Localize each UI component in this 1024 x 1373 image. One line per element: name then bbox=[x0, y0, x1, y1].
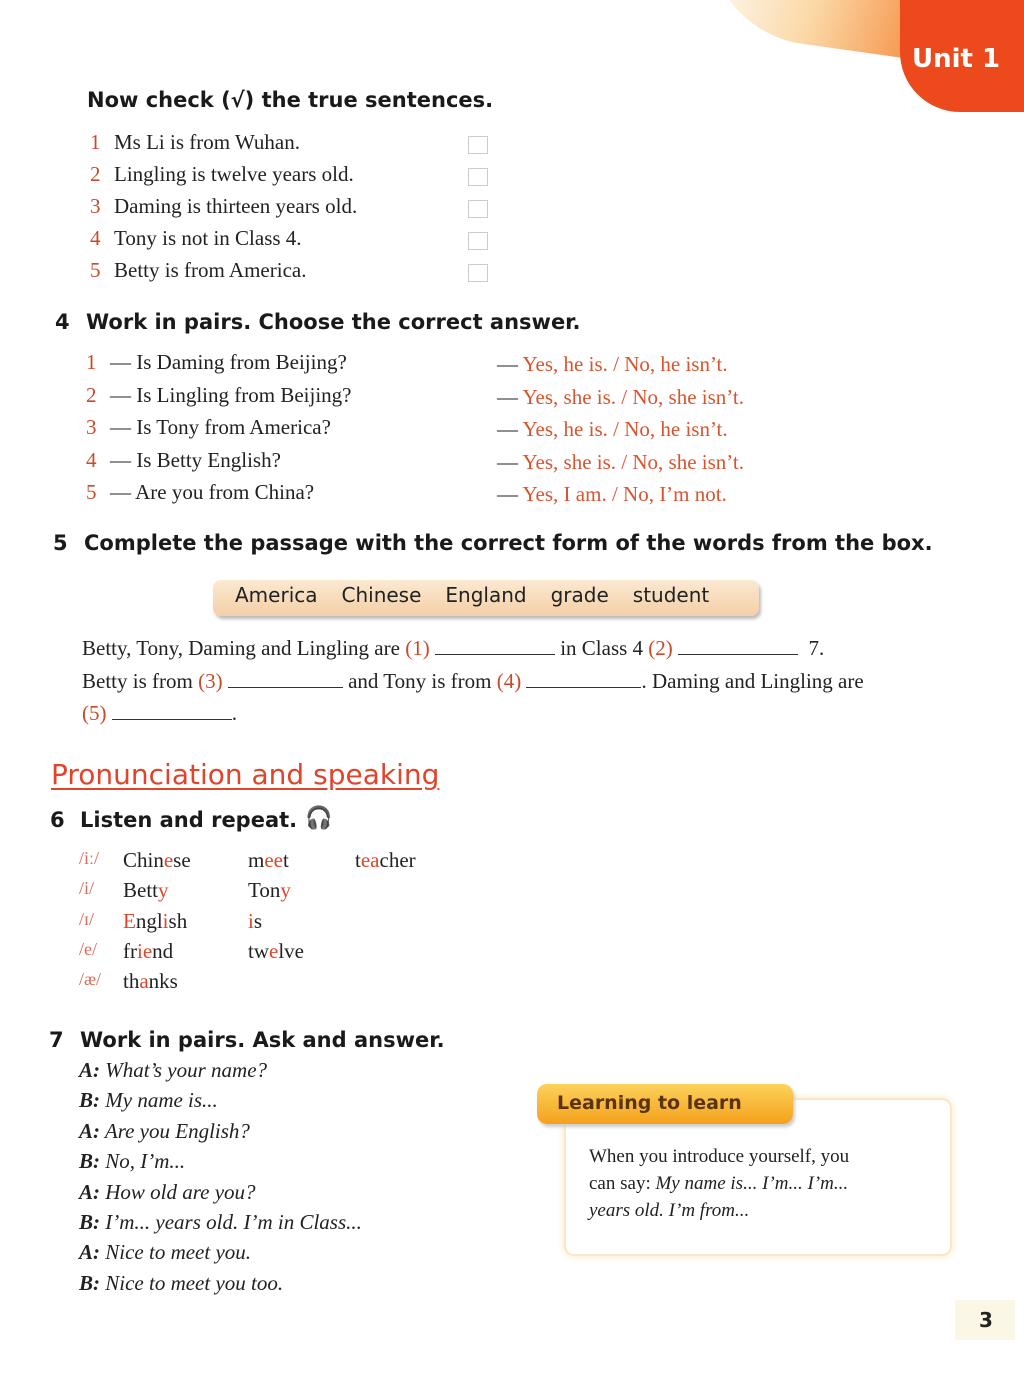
question: — Is Tony from America? bbox=[110, 415, 331, 439]
learning-tip-label bbox=[537, 1084, 793, 1124]
practice-word bbox=[123, 878, 169, 903]
practice-word bbox=[123, 848, 191, 873]
dialogue-line bbox=[79, 1240, 251, 1265]
tip-line bbox=[589, 1170, 849, 1197]
dialogue-text: I’m... years old. I’m in Class... bbox=[105, 1210, 362, 1234]
passage-text: . bbox=[231, 701, 237, 725]
blank-2[interactable] bbox=[678, 637, 798, 655]
headphones-icon[interactable]: 🎧 bbox=[305, 806, 333, 831]
tip-text: can say: bbox=[589, 1173, 656, 1194]
word-part: ngl bbox=[135, 908, 163, 933]
dialogue-text: Nice to meet you too. bbox=[105, 1270, 284, 1295]
practice-word bbox=[355, 848, 416, 873]
unit-badge-text: Unit 1 bbox=[912, 44, 1001, 74]
word-part: t bbox=[283, 848, 289, 872]
word-part: nks bbox=[148, 969, 178, 994]
dialogue-text: My name is... bbox=[105, 1088, 218, 1113]
highlighted-letters: i bbox=[162, 908, 169, 933]
blank-5[interactable] bbox=[112, 702, 232, 720]
speaker-label: B: bbox=[79, 1210, 100, 1234]
word-part: fr bbox=[123, 938, 137, 963]
item-number: 3 bbox=[90, 194, 101, 218]
learning-tip-text bbox=[589, 1143, 849, 1224]
practice-word bbox=[123, 969, 178, 994]
check-title: Now check (√) the true sentences. bbox=[87, 88, 494, 112]
blank-label-5: (5) bbox=[82, 701, 107, 725]
dash-text: — bbox=[497, 449, 523, 474]
passage-line-1 bbox=[82, 636, 824, 661]
passage-text: Betty, Tony, Daming and Lingling are bbox=[82, 636, 400, 660]
word-part: th bbox=[123, 969, 140, 994]
dialogue-line bbox=[79, 1088, 218, 1113]
question: — Is Lingling from Beijing? bbox=[110, 382, 352, 407]
highlighted-letters: ee bbox=[264, 848, 283, 872]
item-number: 5 bbox=[86, 480, 97, 504]
dialogue-text: Are you English? bbox=[104, 1118, 250, 1143]
dash-text: — bbox=[497, 352, 523, 376]
checkbox[interactable] bbox=[468, 264, 488, 282]
highlighted-letters: y bbox=[158, 878, 169, 903]
dialogue-text: How old are you? bbox=[105, 1179, 256, 1204]
phonetic-symbol: /æ/ bbox=[79, 969, 102, 990]
ex5-number: 5 bbox=[53, 531, 68, 555]
answer-choices[interactable]: Yes, I am. / No, I’m not. bbox=[522, 482, 727, 506]
highlighted-letters: a bbox=[139, 969, 149, 994]
blank-label-3: (3) bbox=[198, 669, 223, 693]
item-number: 5 bbox=[90, 258, 101, 282]
word-part: Ton bbox=[248, 878, 281, 903]
box-word: grade bbox=[550, 583, 609, 607]
dash-text: — bbox=[497, 417, 523, 441]
dialogue-line bbox=[79, 1149, 185, 1174]
check-sentence: Tony is not in Class 4. bbox=[114, 226, 302, 250]
word-part: se bbox=[173, 848, 191, 872]
blank-4[interactable] bbox=[526, 670, 641, 688]
unit-badge bbox=[900, 0, 1024, 112]
phonetic-symbol: /e/ bbox=[79, 938, 97, 959]
highlighted-letters: i bbox=[248, 908, 254, 933]
phonetic-symbol: /i/ bbox=[79, 878, 95, 899]
learning-tip-title: Learning to learn bbox=[557, 1092, 742, 1114]
dialogue-text: Nice to meet you. bbox=[105, 1240, 252, 1265]
dialogue-text: No, I’m... bbox=[105, 1149, 186, 1174]
passage-text: Betty is from bbox=[82, 669, 193, 693]
ex7-title: Work in pairs. Ask and answer. bbox=[80, 1028, 445, 1052]
practice-word bbox=[248, 848, 289, 873]
word-part: Bett bbox=[123, 878, 158, 903]
checkbox[interactable] bbox=[468, 168, 488, 186]
checkbox[interactable] bbox=[468, 200, 488, 218]
item-number: 4 bbox=[90, 226, 101, 250]
item-number: 2 bbox=[86, 382, 97, 407]
phonetic-symbol: /iː/ bbox=[79, 848, 100, 868]
word-part: s bbox=[253, 908, 263, 933]
item-number: 3 bbox=[86, 415, 97, 439]
answer-choices[interactable]: Yes, he is. / No, he isn’t. bbox=[522, 417, 728, 441]
highlighted-letters: E bbox=[123, 908, 136, 933]
word-part: t bbox=[355, 848, 361, 872]
question: — Is Daming from Beijing? bbox=[110, 350, 347, 374]
blank-1[interactable] bbox=[435, 637, 555, 655]
page-number-text: 3 bbox=[979, 1308, 993, 1332]
speaker-label: B: bbox=[79, 1270, 100, 1295]
ex7-number: 7 bbox=[49, 1028, 64, 1052]
passage-text: and Tony is from bbox=[348, 669, 492, 693]
practice-word bbox=[248, 878, 291, 903]
word-part: m bbox=[248, 848, 265, 872]
question: — Is Betty English? bbox=[110, 447, 281, 472]
question: — Are you from China? bbox=[110, 480, 315, 504]
tip-example: My name is... I’m... I’m... bbox=[655, 1173, 849, 1194]
speaker-label: B: bbox=[79, 1088, 100, 1113]
passage-line-3 bbox=[82, 701, 237, 726]
highlighted-letters: e bbox=[163, 848, 174, 872]
answer-choices[interactable]: Yes, he is. / No, he isn’t. bbox=[522, 352, 728, 376]
highlighted-letters: e bbox=[269, 938, 279, 963]
practice-word bbox=[123, 909, 187, 934]
box-word: America bbox=[235, 583, 318, 607]
dialogue-line bbox=[79, 1210, 362, 1235]
word-part: tw bbox=[248, 938, 269, 963]
dash-text: — bbox=[497, 384, 523, 409]
word-part: Chin bbox=[123, 848, 164, 872]
speaker-label: A: bbox=[79, 1118, 100, 1143]
word-part: lve bbox=[278, 938, 304, 963]
blank-label-2: (2) bbox=[648, 636, 673, 660]
highlighted-letters: ea bbox=[360, 848, 380, 872]
speaker-label: A: bbox=[79, 1179, 100, 1204]
word-part: cher bbox=[379, 848, 416, 872]
box-word: Chinese bbox=[341, 583, 422, 607]
blank-3[interactable] bbox=[228, 670, 343, 688]
speaker-label: A: bbox=[79, 1058, 100, 1082]
checkbox[interactable] bbox=[468, 136, 488, 154]
answer-options bbox=[497, 450, 744, 475]
check-sentence: Lingling is twelve years old. bbox=[114, 162, 354, 186]
dialogue-text: What’s your name? bbox=[105, 1058, 268, 1082]
highlighted-letters: y bbox=[280, 878, 291, 903]
check-sentence: Betty is from America. bbox=[114, 258, 307, 282]
phonetic-symbol: /ɪ/ bbox=[79, 908, 95, 929]
passage-line-2 bbox=[82, 669, 864, 694]
ex5-title: Complete the passage with the correct form of the words from the box. bbox=[84, 531, 933, 555]
practice-word bbox=[123, 939, 173, 964]
check-sentence: Daming is thirteen years old. bbox=[114, 194, 358, 218]
tip-line: years old. I’m from... bbox=[589, 1200, 750, 1221]
dash-text: — bbox=[497, 482, 523, 506]
passage-text: 7. bbox=[808, 636, 825, 660]
passage-text: . Daming and Lingling are bbox=[641, 669, 864, 693]
practice-word bbox=[248, 939, 304, 964]
answer-choices[interactable]: Yes, she is. / No, she isn’t. bbox=[522, 449, 744, 474]
practice-word bbox=[248, 909, 262, 934]
word-box bbox=[213, 580, 759, 616]
ex4-number: 4 bbox=[55, 310, 70, 334]
answer-options bbox=[497, 385, 744, 410]
section-title: Pronunciation and speaking bbox=[51, 758, 440, 791]
item-number: 2 bbox=[90, 162, 101, 186]
answer-options bbox=[497, 417, 728, 442]
speaker-label: A: bbox=[79, 1240, 100, 1265]
box-word: student bbox=[632, 583, 710, 607]
ex6-number: 6 bbox=[50, 808, 65, 832]
item-number: 4 bbox=[86, 447, 97, 472]
blank-label-1: (1) bbox=[405, 636, 430, 660]
ex4-title: Work in pairs. Choose the correct answer. bbox=[86, 310, 581, 334]
answer-options bbox=[497, 482, 727, 507]
tip-line: When you introduce yourself, you bbox=[589, 1146, 850, 1167]
check-sentence: Ms Li is from Wuhan. bbox=[114, 130, 301, 154]
blank-label-4: (4) bbox=[496, 669, 522, 693]
dialogue-line bbox=[79, 1271, 283, 1296]
passage-text: in Class 4 bbox=[560, 636, 644, 660]
dialogue-line bbox=[79, 1058, 267, 1083]
ex6-title: Listen and repeat. bbox=[80, 808, 298, 832]
page-number bbox=[955, 1300, 1015, 1340]
answer-choices[interactable]: Yes, she is. / No, she isn’t. bbox=[522, 384, 744, 409]
box-word: England bbox=[445, 583, 527, 607]
speaker-label: B: bbox=[79, 1149, 100, 1174]
checkbox[interactable] bbox=[468, 232, 488, 250]
word-part: sh bbox=[168, 908, 188, 933]
highlighted-letters: ie bbox=[137, 938, 153, 963]
item-number: 1 bbox=[90, 130, 101, 154]
dialogue-line bbox=[79, 1180, 256, 1205]
item-number: 1 bbox=[86, 350, 97, 374]
dialogue-line bbox=[79, 1119, 250, 1144]
answer-options bbox=[497, 352, 728, 377]
word-part: nd bbox=[152, 938, 174, 963]
